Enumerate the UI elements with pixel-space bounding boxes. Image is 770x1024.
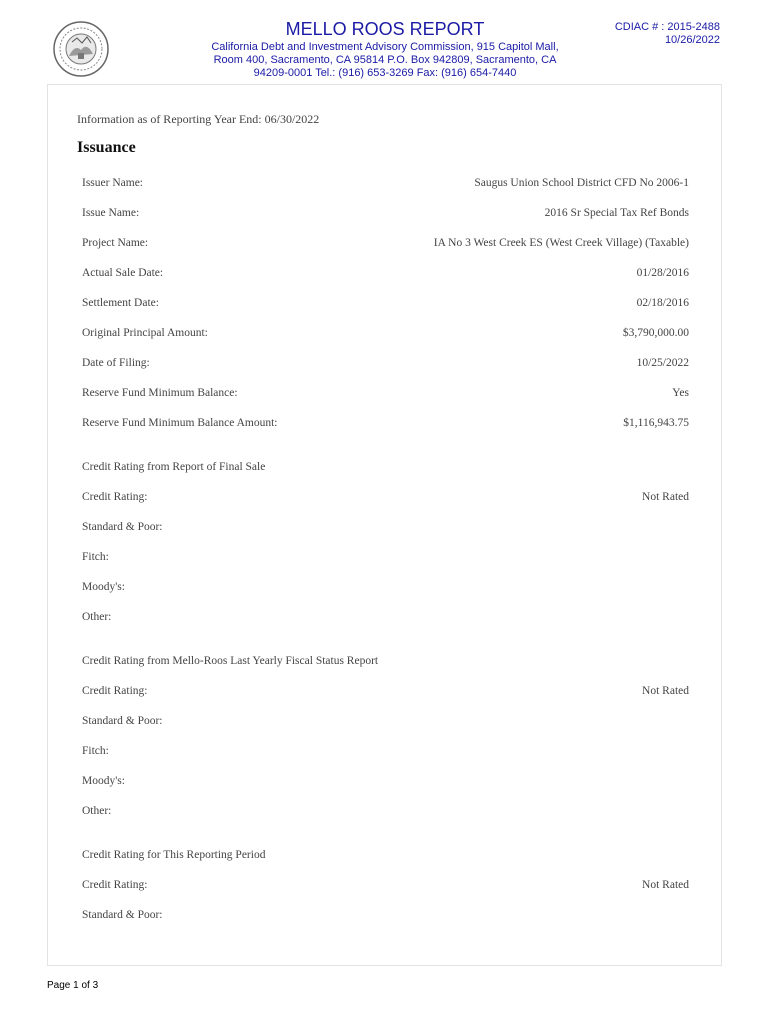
field-project-name bbox=[82, 237, 689, 253]
rating-row bbox=[82, 879, 689, 895]
rating-row bbox=[82, 611, 689, 627]
field-original-principal bbox=[82, 327, 689, 343]
rating-label: Moody's: bbox=[82, 775, 125, 787]
rating-row bbox=[82, 745, 689, 761]
rating-row bbox=[82, 715, 689, 731]
report-title: MELLO ROOS REPORT bbox=[285, 19, 485, 39]
cdiac-number: CDIAC # : 2015-2488 bbox=[614, 21, 720, 33]
field-label: Issue Name: bbox=[82, 207, 140, 219]
field-label: Project Name: bbox=[82, 237, 149, 249]
agency-address bbox=[195, 41, 575, 80]
field-value: 01/28/2016 bbox=[636, 267, 689, 279]
rating-label: Moody's: bbox=[82, 581, 125, 593]
address-line-3: 94209-0001 Tel.: (916) 653-3269 Fax: (916) 654-7440 bbox=[253, 67, 517, 79]
field-value: IA No 3 West Creek ES (West Creek Village) (Taxable) bbox=[433, 237, 689, 249]
rating-label: Other: bbox=[82, 611, 112, 623]
rating-value: Not Rated bbox=[642, 491, 689, 503]
rating-row bbox=[82, 909, 689, 925]
field-date-of-filing bbox=[82, 357, 689, 373]
field-issuer-name bbox=[82, 177, 689, 193]
page-number: Page 1 of 3 bbox=[47, 980, 99, 991]
field-value: 10/25/2022 bbox=[636, 357, 689, 369]
rating-label: Standard & Poor: bbox=[82, 715, 163, 727]
field-label: Original Principal Amount: bbox=[82, 327, 208, 339]
rating-row bbox=[82, 805, 689, 821]
rating-value: Not Rated bbox=[642, 879, 689, 891]
field-actual-sale-date bbox=[82, 267, 689, 283]
rating-label: Standard & Poor: bbox=[82, 909, 163, 921]
rating-label: Fitch: bbox=[82, 551, 109, 563]
address-line-1: California Debt and Investment Advisory Commission, 915 Capitol Mall, bbox=[211, 41, 559, 53]
field-value: 2016 Sr Special Tax Ref Bonds bbox=[544, 207, 689, 219]
rating-row bbox=[82, 581, 689, 597]
cdiac-block bbox=[615, 21, 720, 47]
rating-label: Other: bbox=[82, 805, 112, 817]
rating-row bbox=[82, 551, 689, 567]
rating-label: Standard & Poor: bbox=[82, 521, 163, 533]
field-issue-name bbox=[82, 207, 689, 223]
rating-value: Not Rated bbox=[642, 685, 689, 697]
report-date: 10/26/2022 bbox=[664, 34, 720, 46]
rating-label: Fitch: bbox=[82, 745, 109, 757]
field-value: $1,116,943.75 bbox=[623, 417, 689, 429]
state-seal-icon bbox=[52, 20, 110, 78]
field-value: Saugus Union School District CFD No 2006-1 bbox=[474, 177, 689, 189]
field-value: $3,790,000.00 bbox=[622, 327, 689, 339]
field-label: Settlement Date: bbox=[82, 297, 159, 309]
field-reserve-fund-min-balance-amount bbox=[82, 417, 689, 433]
field-settlement-date bbox=[82, 297, 689, 313]
field-label: Reserve Fund Minimum Balance Amount: bbox=[82, 417, 278, 429]
field-value: 02/18/2016 bbox=[636, 297, 689, 309]
field-label: Date of Filing: bbox=[82, 357, 150, 369]
field-label: Actual Sale Date: bbox=[82, 267, 164, 279]
field-label: Reserve Fund Minimum Balance: bbox=[82, 387, 238, 399]
rating-row bbox=[82, 491, 689, 507]
rating-row bbox=[82, 685, 689, 701]
field-label: Issuer Name: bbox=[82, 177, 143, 189]
field-value: Yes bbox=[672, 387, 689, 399]
rating-label: Credit Rating: bbox=[82, 491, 148, 503]
address-line-2: Room 400, Sacramento, CA 95814 P.O. Box 942809, Sacramento, CA bbox=[213, 54, 557, 66]
field-reserve-fund-min-balance bbox=[82, 387, 689, 403]
rating-label: Credit Rating: bbox=[82, 879, 148, 891]
reporting-year-info: Information as of Reporting Year End: 06/30/2022 bbox=[77, 112, 320, 126]
rating-label: Credit Rating: bbox=[82, 685, 148, 697]
section-title-final-sale: Credit Rating from Report of Final Sale bbox=[82, 461, 266, 473]
section-title-last-fiscal-status: Credit Rating from Mello-Roos Last Yearly Fiscal Status Report bbox=[82, 655, 379, 667]
issuance-heading: Issuance bbox=[77, 139, 136, 156]
rating-row bbox=[82, 775, 689, 791]
rating-row bbox=[82, 521, 689, 537]
section-title-this-period: Credit Rating for This Reporting Period bbox=[82, 849, 266, 861]
